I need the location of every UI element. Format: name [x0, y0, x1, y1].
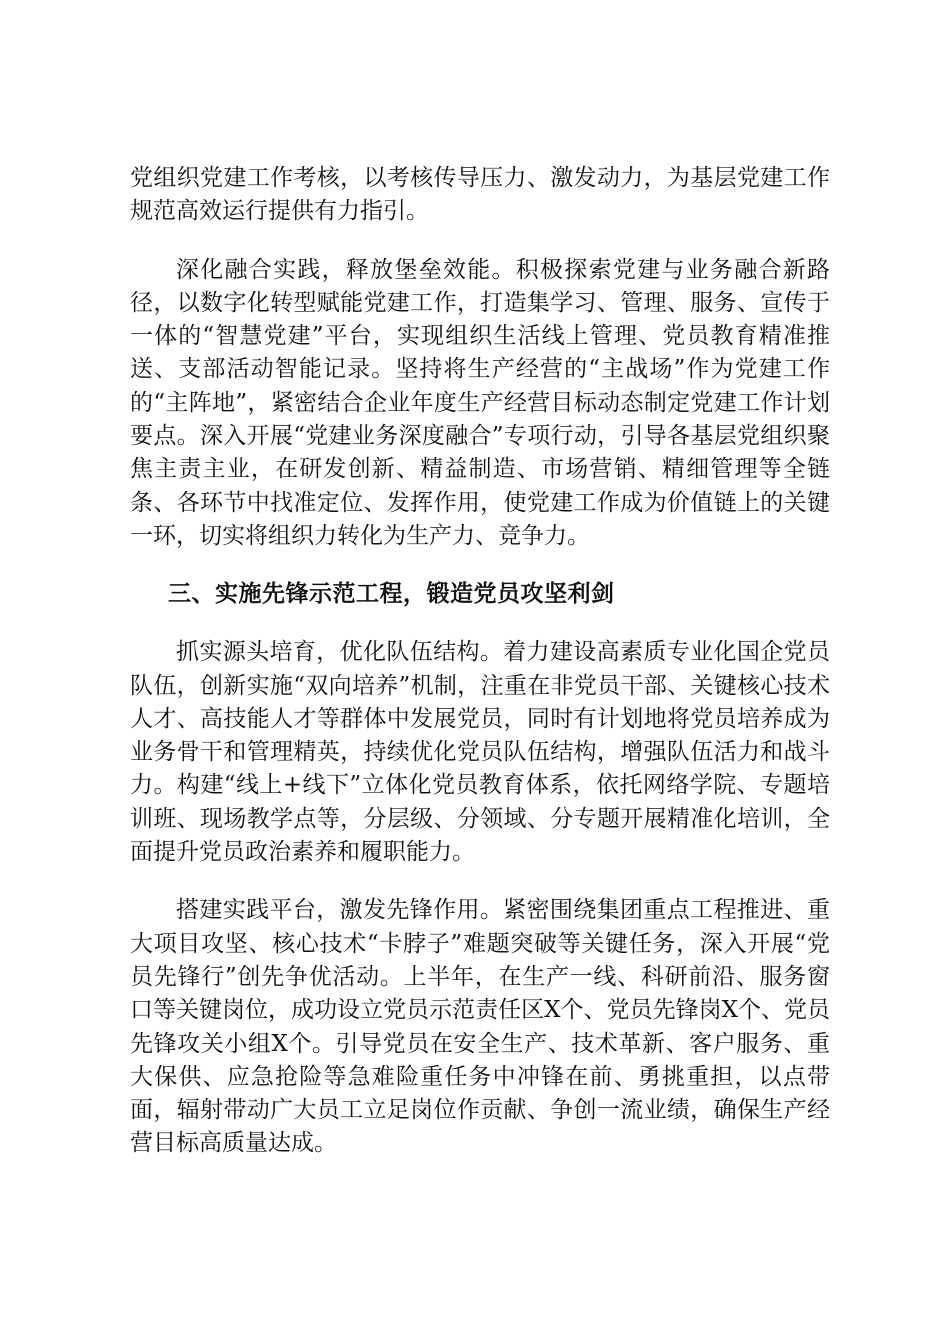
paragraph-deepen-integration: 深化融合实践，释放堡垒效能。积极探索党建与业务融合新路径，以数字化转型赋能党建工作，打造集学习、管理、服务、宣传于一体的“智慧党建”平台，实现组织生活线上管理、党员教育精准推送、支部活动智能记录。坚持将生产经营的“主战场”作为党建工作的“主阵地”，紧密结合企业年度生产经营目标动态制定党建工作计划要点。深入开展“党建业务深度融合”专项行动，引导各基层党组织聚焦主责主业，在研发创新、精益制造、市场营销、精细管理等全链条、各环节中找准定位、发挥作用，使党建工作成为价值链上的关键一环，切实将组织力转化为生产力、竞争力。 [130, 256, 830, 549]
section-heading-three: 三、实施先锋示范工程，锻造党员攻坚利剑 [168, 581, 615, 608]
paragraph-continuation: 党组织党建工作考核，以考核传导压力、激发动力，为基层党建工作规范高效运行提供有力指引。 [130, 165, 830, 225]
paragraph-source-cultivation: 抓实源头培育，优化队伍结构。着力建设高素质专业化国企党员队伍，创新实施“双向培养”机制，注重在非党员干部、关键核心技术人才、高技能人才等群体中发展党员，同时有计划地将党员培养成为业务骨干和管理精英，持续优化党员队伍结构，增强队伍活力和战斗力。构建“线上+线下”立体化党员教育体系，依托网络学院、专题培训班、现场教学点等，分层级、分领域、分专题开展精准化培训，全面提升党员政治素养和履职能力。 [130, 639, 830, 866]
paragraph-practice-platform: 搭建实践平台，激发先锋作用。紧密围绕集团重点工程推进、重大项目攻坚、核心技术“卡脖子”难题突破等关键任务，深入开展“党员先锋行”创先争优活动。上半年，在生产一线、科研前沿、服务窗口等关键岗位，成功设立党员示范责任区X个、党员先锋岗X个、党员先锋攻关小组X个。引导党员在安全生产、技术革新、客户服务、重大保供、应急抢险等急难险重任务中冲锋在前、勇挑重担，以点带面，辐射带动广大员工立足岗位作贡献、争创一流业绩，确保生产经营目标高质量达成。 [130, 897, 830, 1157]
document-page [130, 162, 830, 1186]
